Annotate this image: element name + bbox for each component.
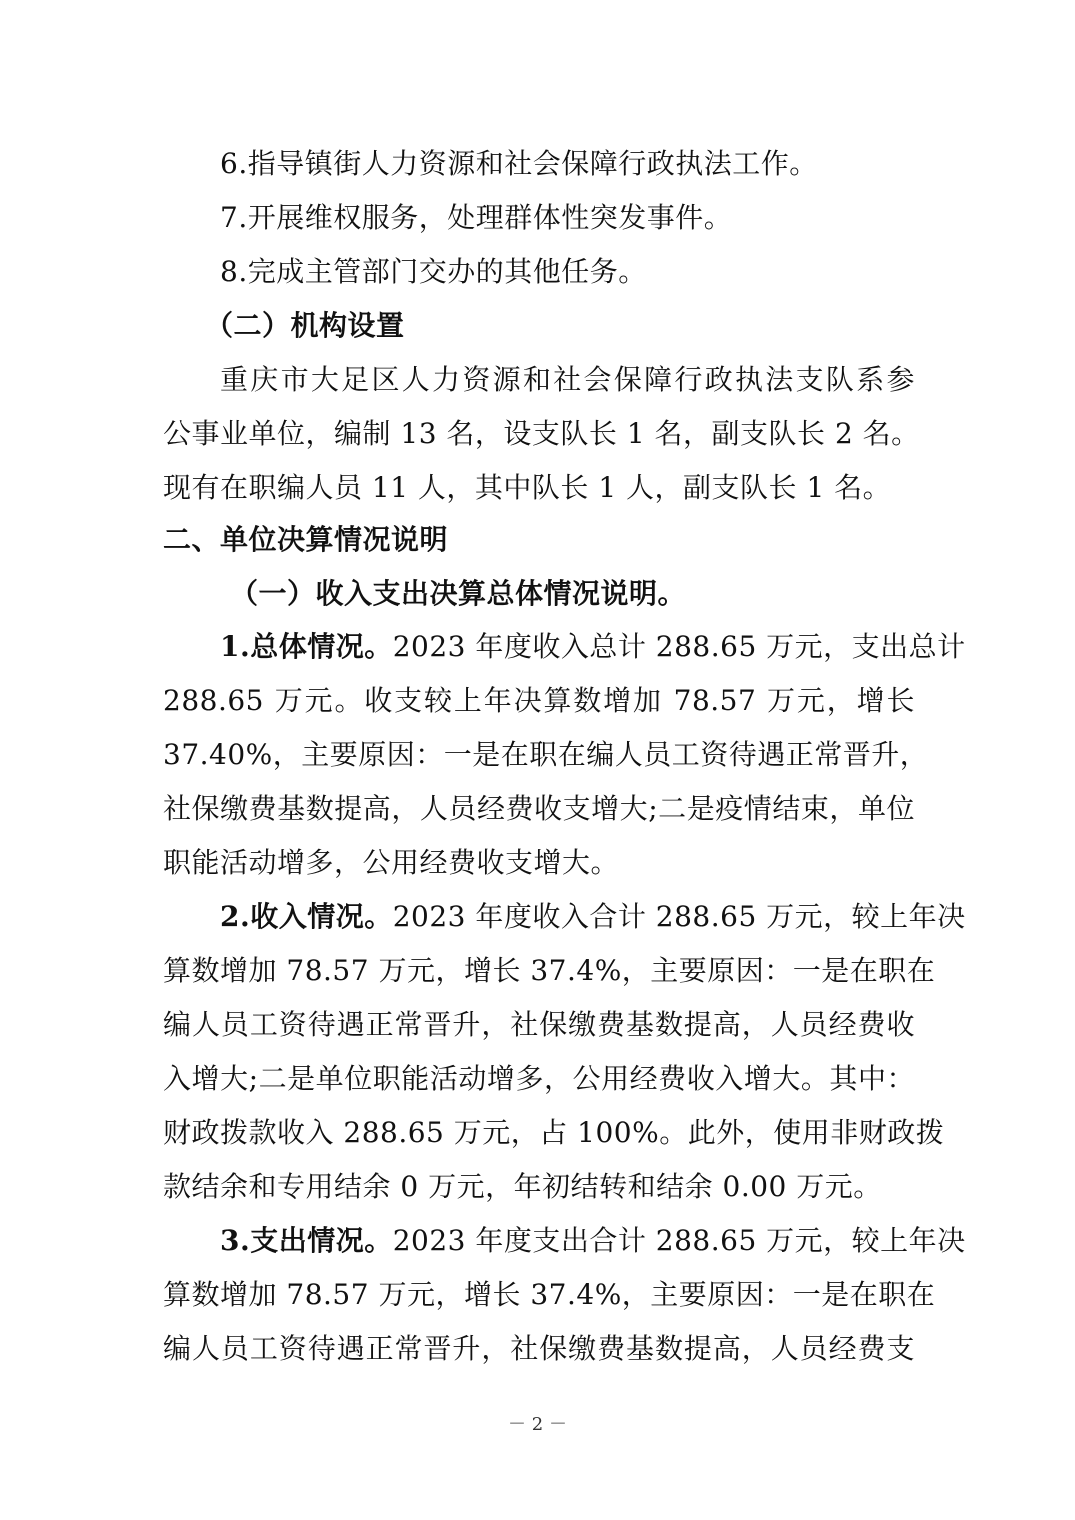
paragraph-line: 算数增加 78.57 万元，增长 37.4%，主要原因：一是在职在	[163, 954, 936, 987]
paragraph-line: 财政拨款收入 288.65 万元，占 100%。此外，使用非财政拨	[163, 1116, 945, 1149]
subheading-summary: （一）收入支出决算总体情况说明。	[230, 577, 687, 610]
paragraph-line: 公事业单位，编制 13 名，设支队长 1 名，副支队长 2 名。	[163, 417, 920, 450]
paragraph-text: 2023 年度支出合计 288.65 万元，较上年决	[392, 1224, 966, 1257]
paragraph-lead: 3.支出情况。	[220, 1224, 393, 1257]
page-number: － 2 －	[508, 1414, 567, 1435]
paragraph-text: 2023 年度收入总计 288.65 万元，支出总计	[392, 630, 966, 663]
paragraph-line: 编人员工资待遇正常晋升，社保缴费基数提高，人员经费收	[163, 1008, 915, 1041]
paragraph-line: 职能活动增多，公用经费收支增大。	[163, 846, 620, 879]
paragraph-first-line	[220, 897, 966, 937]
paragraph-line: 入增大;二是单位职能活动增多，公用经费收入增大。其中：	[163, 1062, 915, 1095]
list-item-6: 6.指导镇街人力资源和社会保障行政执法工作。	[220, 147, 818, 180]
paragraph-line: 288.65 万元。收支较上年决算数增加 78.57 万元，增长	[163, 684, 915, 717]
paragraph-text: 2023 年度收入合计 288.65 万元，较上年决	[392, 900, 966, 933]
list-item-8: 8.完成主管部门交办的其他任务。	[220, 255, 647, 288]
paragraph-line: 重庆市大足区人力资源和社会保障行政执法支队系参	[220, 363, 915, 396]
paragraph-line: 算数增加 78.57 万元，增长 37.4%，主要原因：一是在职在	[163, 1278, 936, 1311]
paragraph-lead: 2.收入情况。	[220, 900, 393, 933]
paragraph-line: 社保缴费基数提高，人员经费收支增大;二是疫情结束，单位	[163, 792, 915, 825]
paragraph-first-line	[220, 1221, 966, 1261]
section-heading-org: （二）机构设置	[205, 309, 405, 342]
list-item-7: 7.开展维权服务，处理群体性突发事件。	[220, 201, 733, 234]
section-heading-two: 二、单位决算情况说明	[163, 523, 449, 556]
paragraph-line: 编人员工资待遇正常晋升，社保缴费基数提高，人员经费支	[163, 1332, 915, 1365]
paragraph-lead: 1.总体情况。	[220, 630, 393, 663]
paragraph-first-line	[220, 627, 966, 667]
paragraph-line: 款结余和专用结余 0 万元，年初结转和结余 0.00 万元。	[163, 1170, 882, 1203]
paragraph-line: 现有在职编人员 11 人，其中队长 1 人，副支队长 1 名。	[163, 471, 892, 504]
paragraph-line: 37.40%，主要原因：一是在职在编人员工资待遇正常晋升，	[163, 738, 929, 771]
